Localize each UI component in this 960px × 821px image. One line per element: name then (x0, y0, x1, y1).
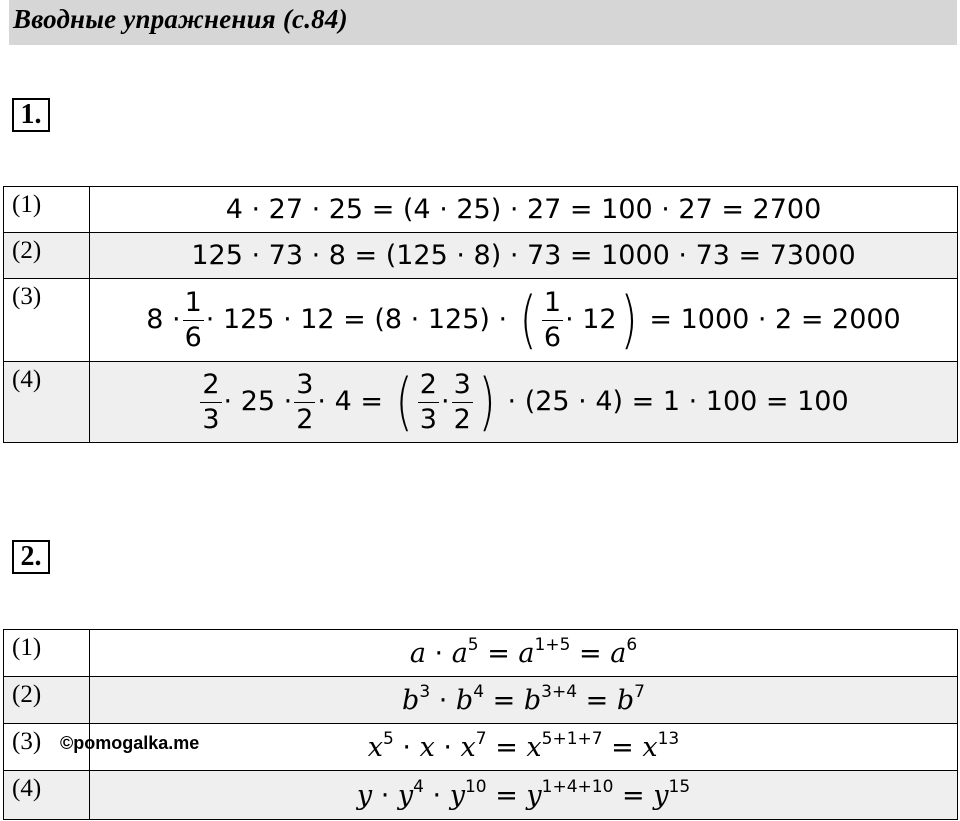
row-expression: 4 · 27 · 25 = (4 · 25) · 27 = 100 · 27 = 2700 (90, 187, 958, 233)
row-expression: 125 · 73 · 8 = (125 · 8) · 73 = 1000 · 73 = 73000 (90, 233, 958, 279)
right-paren: ) (620, 283, 638, 356)
numerator: 1 (184, 286, 202, 318)
row-label: (3) (4, 279, 90, 362)
denominator: 6 (543, 321, 562, 353)
row-label: (2) (4, 233, 90, 279)
row-expression: $b^3 \cdot b^4 = b^{3+4} = b^7$ (90, 677, 958, 724)
expr-part: · (25 · 4) = 1 · 100 = 100 (507, 385, 849, 417)
numerator: 3 (296, 368, 314, 400)
fraction (542, 286, 563, 355)
expr-part: · 12 (565, 303, 617, 335)
row-expression: $\frac{2}{3}$ · 25 · $\frac{3}{2}$ · 4 = ( $\frac{2}{3}$ · $\frac{3}{2}$ ) · (25 · 4) = 1 · 100 = 100 (90, 362, 958, 443)
expr-part: · 25 · (223, 385, 293, 417)
task2-table (3, 629, 958, 820)
left-paren: ( (519, 283, 537, 356)
numerator: 1 (543, 286, 562, 318)
row-expression: $y \cdot y^4 \cdot y^{10} = y^{1+4+10} = y^{15}$ (90, 771, 958, 820)
table-row (4, 630, 958, 677)
table-row (4, 362, 958, 443)
denominator: 2 (453, 403, 471, 435)
row-expression: $x^5 \cdot x \cdot x^7 = x^{5+1+7} = x^{13}$ (90, 724, 958, 771)
expr-part: · 125 · 12 = (8 · 125) · (205, 303, 508, 335)
numerator: 3 (453, 368, 471, 400)
expr-part: 8 · (146, 303, 181, 335)
left-paren: ( (395, 365, 413, 438)
denominator: 3 (202, 403, 220, 435)
table-row (4, 279, 958, 362)
table-row (4, 771, 958, 820)
row-expression: $a \cdot a^5 = a^{1+5} = a^6$ (90, 630, 958, 677)
denominator: 3 (419, 403, 437, 435)
right-paren: ) (478, 365, 496, 438)
fraction (294, 368, 315, 437)
row-label: (2) (4, 677, 90, 724)
table-row (4, 187, 958, 233)
fraction (200, 368, 221, 437)
numerator: 2 (202, 368, 220, 400)
task1-table (3, 186, 958, 443)
row-label: (3) (4, 724, 90, 771)
expr-part: = 1000 · 2 = 2000 (649, 303, 901, 335)
table-row (4, 677, 958, 724)
numerator: 2 (419, 368, 437, 400)
watermark-text: ©pomogalka.me (60, 733, 200, 753)
row-label: (1) (4, 630, 90, 677)
row-label: (4) (4, 362, 90, 443)
row-label: (4) (4, 771, 90, 820)
fraction (452, 368, 473, 437)
table-row (4, 233, 958, 279)
section-header (9, 0, 957, 45)
section-title: Вводные упражнения (с.84) (13, 4, 348, 34)
denominator: 2 (296, 403, 314, 435)
denominator: 6 (184, 321, 202, 353)
expr-part: · 4 = (317, 385, 383, 417)
task-number-2: 2. (12, 540, 50, 574)
task-number-1: 1. (12, 98, 50, 132)
row-label: (1) (4, 187, 90, 233)
fraction (183, 286, 204, 355)
row-expression (90, 279, 958, 362)
fraction (418, 368, 439, 437)
